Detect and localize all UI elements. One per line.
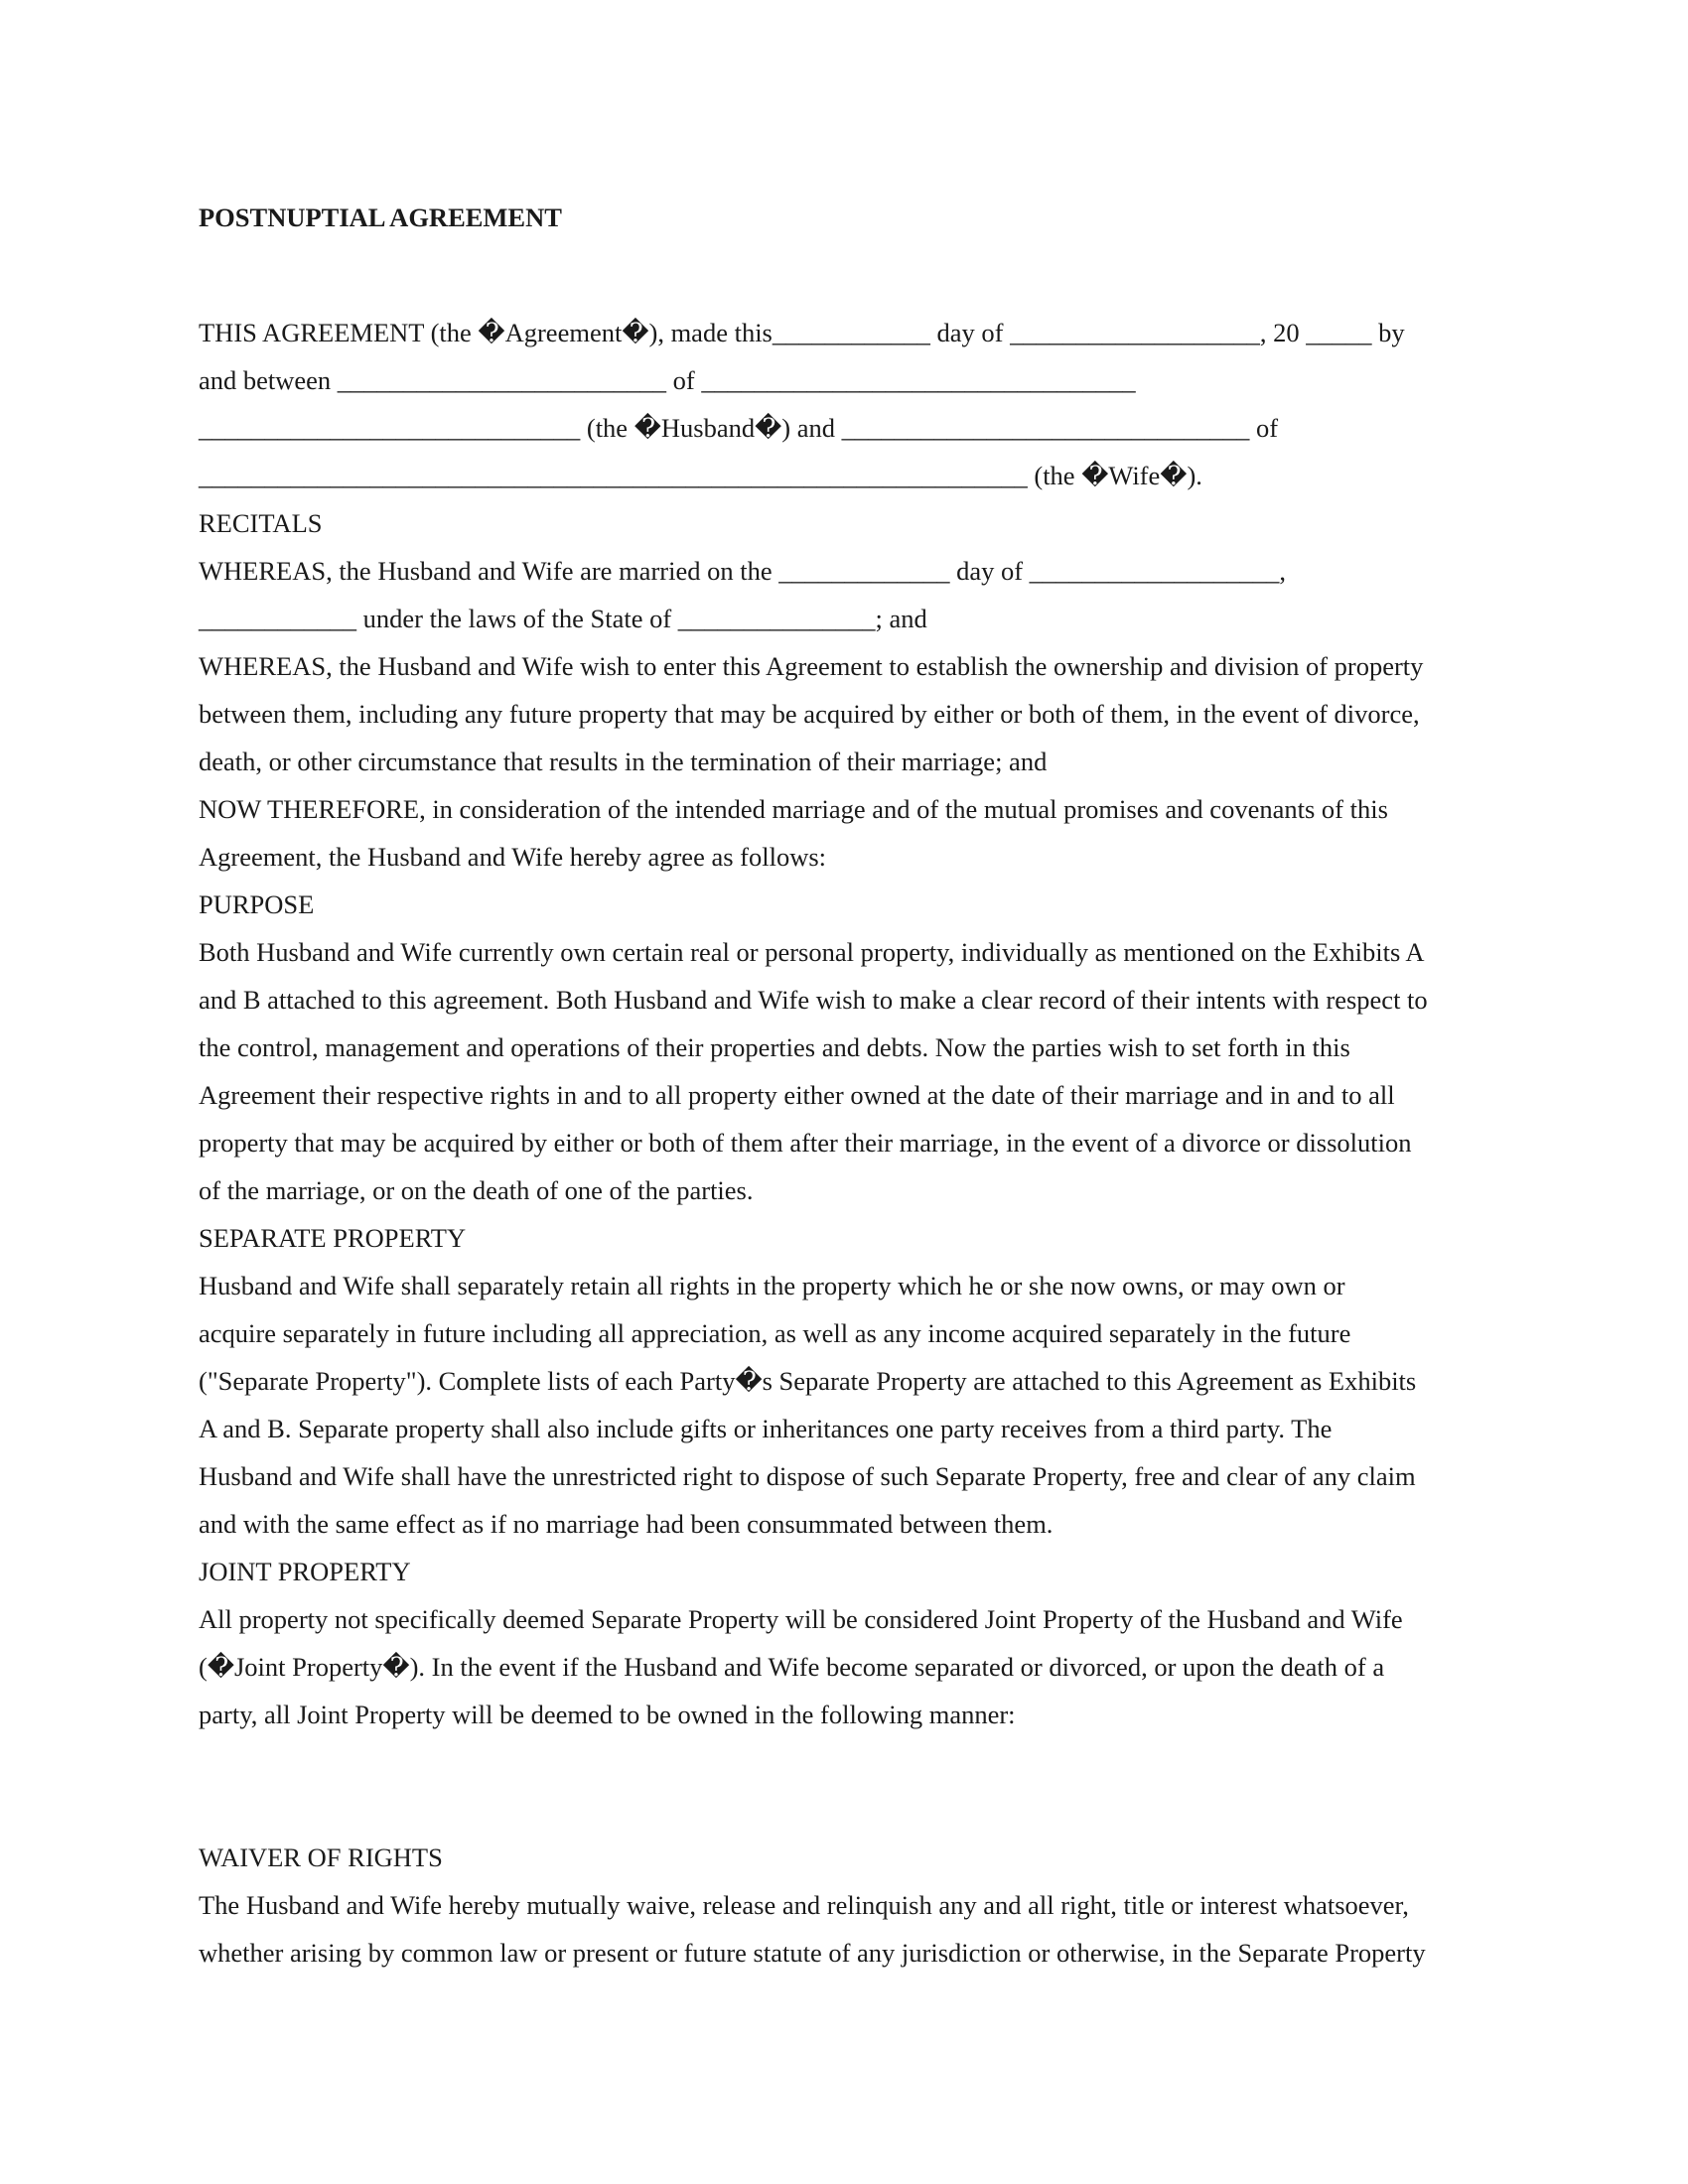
recitals-line: NOW THEREFORE, in consideration of the intended marriage and of the mutual promises and covenants of this (199, 794, 1388, 824)
waiver-line: The Husband and Wife hereby mutually waive, release and relinquish any and all right, title or interest whatsoever, (199, 1890, 1409, 1920)
joint-property-line: (�Joint Property�). In the event if the Husband and Wife become separated or divorced, or upon the death of a (199, 1652, 1385, 1682)
purpose-line: of the marriage, or on the death of one of the parties. (199, 1175, 754, 1205)
joint-property-line: party, all Joint Property will be deemed to be owned in the following manner: (199, 1700, 1016, 1729)
recitals-line: death, or other circumstance that results in the termination of their marriage; and (199, 747, 1048, 776)
spacer (199, 1738, 1499, 1834)
intro-line: _______________________________________________________________ (the �Wife�). (199, 461, 1202, 490)
joint-property-section (199, 1548, 1499, 1738)
separate-property-line: ("Separate Property"). Complete lists of each Party�s Separate Property are attached to this Agreement as Exhibits (199, 1366, 1417, 1396)
recitals-line: WHEREAS, the Husband and Wife wish to enter this Agreement to establish the ownership and division of property (199, 651, 1424, 681)
separate-property-line: A and B. Separate property shall also include gifts or inheritances one party receives from a third party. The (199, 1414, 1333, 1443)
intro-line: _____________________________ (the �Husband�) and _______________________________ of (199, 413, 1279, 443)
intro-line: and between _________________________ of _________________________________ (199, 365, 1136, 395)
document-body (199, 194, 1499, 1977)
spacer (199, 241, 1499, 309)
separate-property-line: and with the same effect as if no marriage had been consummated between them. (199, 1509, 1054, 1539)
separate-property-line: Husband and Wife shall have the unrestricted right to dispose of such Separate Property, free and clear of any claim (199, 1461, 1416, 1491)
recitals-line: Agreement, the Husband and Wife hereby agree as follows: (199, 842, 827, 872)
purpose-line: Both Husband and Wife currently own certain real or personal property, individually as mentioned on the Exhibits A (199, 937, 1425, 967)
recitals-section (199, 499, 1499, 881)
purpose-line: Agreement their respective rights in and to all property either owned at the date of their marriage and in and to all (199, 1080, 1395, 1110)
joint-property-line: All property not specifically deemed Separate Property will be considered Joint Property of the Husband and Wife (199, 1604, 1403, 1634)
document-title: POSTNUPTIAL AGREEMENT (199, 203, 562, 232)
section-heading-joint-property: JOINT PROPERTY (199, 1557, 411, 1586)
waiver-line: whether arising by common law or present or future statute of any jurisdiction or otherwise, in the Separate Property (199, 1938, 1426, 1968)
separate-property-line: acquire separately in future including all appreciation, as well as any income acquired separately in the future (199, 1318, 1351, 1348)
separate-property-line: Husband and Wife shall separately retain all rights in the property which he or she now owns, or may own or (199, 1271, 1345, 1300)
intro-section (199, 309, 1499, 499)
purpose-line: the control, management and operations of their properties and debts. Now the parties wish to set forth in this (199, 1032, 1350, 1062)
section-heading-separate-property: SEPARATE PROPERTY (199, 1223, 467, 1253)
waiver-section (199, 1834, 1499, 1977)
recitals-line: between them, including any future property that may be acquired by either or both of them, in the event of divorce, (199, 699, 1420, 729)
recitals-line: WHEREAS, the Husband and Wife are married on the _____________ day of ___________________, (199, 556, 1287, 586)
purpose-section (199, 881, 1499, 1214)
intro-line: THIS AGREEMENT (the �Agreement�), made this____________ day of ___________________, 20 _____ by (199, 318, 1405, 347)
recitals-line: ____________ under the laws of the State of _______________; and (199, 604, 927, 633)
purpose-line: property that may be acquired by either or both of them after their marriage, in the event of a divorce or dissolution (199, 1128, 1412, 1158)
section-heading-waiver: WAIVER OF RIGHTS (199, 1843, 443, 1872)
purpose-line: and B attached to this agreement. Both Husband and Wife wish to make a clear record of their intents with respect to (199, 985, 1428, 1015)
section-heading-purpose: PURPOSE (199, 889, 315, 919)
separate-property-section (199, 1214, 1499, 1548)
section-heading-recitals: RECITALS (199, 508, 323, 538)
